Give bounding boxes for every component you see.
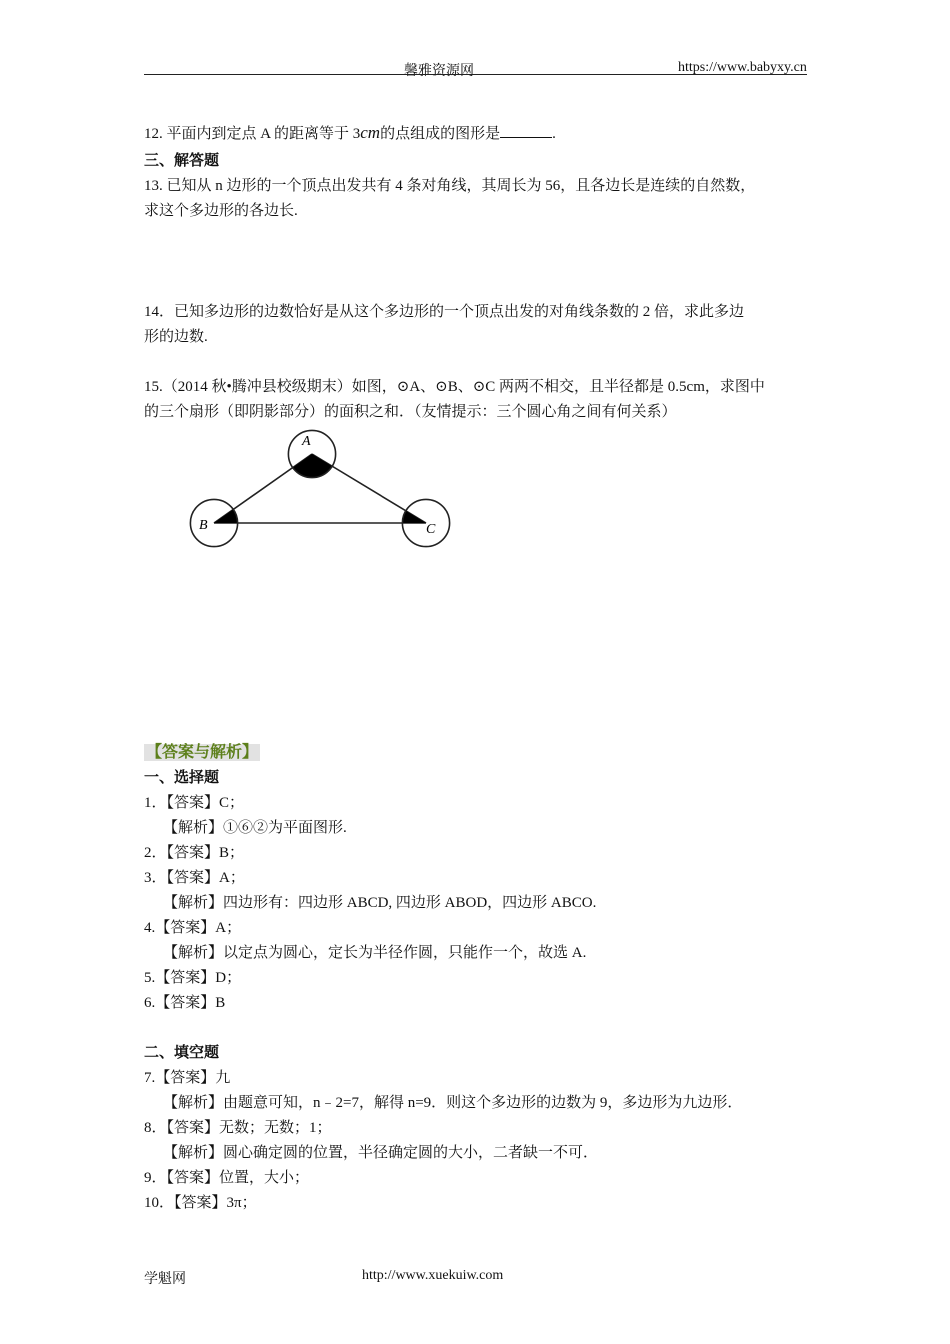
answer-8-explanation: 【解析】圆心确定圆的位置，半径确定圆的大小，二者缺一不可． — [163, 1145, 599, 1161]
answers-title-text: 【答案与解析】 — [146, 744, 259, 761]
header-divider — [144, 74, 807, 75]
answer-9: 9．【答案】位置，大小； — [144, 1170, 310, 1186]
question-14-line1: 14．已知多边形的边数恰好是从这个多边形的一个顶点出发的对角线条数的 2 倍，求此多边 — [144, 304, 745, 320]
answer-1: 1．【答案】C； — [144, 795, 245, 811]
sector-c — [402, 511, 426, 523]
header-url[interactable]: https://www.babyxy.cn — [678, 60, 807, 75]
answer-7-explanation: 【解析】由题意可知，n﹣2=7，解得 n=9．则这个多边形的边数为 9，多边形为九边形． — [163, 1095, 743, 1111]
label-a: A — [302, 434, 311, 449]
question-13-line2: 求这个多边形的各边长. — [144, 203, 298, 219]
question-15-line2: 的三个扇形（即阴影部分）的面积之和．（友情提示：三个圆心角之间有何关系） — [144, 404, 677, 420]
answer-6: 6.【答案】B — [144, 995, 226, 1011]
question-12-end: . — [552, 126, 556, 142]
answers-section-1: 一、选择题 — [144, 770, 220, 786]
footer-site-name: 学魁网 — [144, 1272, 186, 1287]
question-13-line1: 13. 已知从 n 边形的一个顶点出发共有 4 条对角线，其周长为 56，且各边长是连续的自然数， — [144, 178, 756, 194]
answer-4: 4.【答案】A； — [144, 920, 242, 936]
question-14-line2: 形的边数. — [144, 329, 208, 345]
question-12-suffix: 的点组成的图形是 — [380, 126, 501, 142]
answers-section-2: 二、填空题 — [144, 1045, 220, 1061]
answer-8: 8．【答案】无数；无数；1； — [144, 1120, 332, 1136]
answer-10: 10．【答案】3π； — [144, 1195, 257, 1211]
answers-title — [144, 743, 260, 763]
answer-3: 3．【答案】A； — [144, 870, 245, 886]
label-b: B — [199, 518, 208, 533]
question-12-text: 12. 平面内到定点 A 的距离等于 3 — [144, 126, 361, 142]
answer-1-explanation: 【解析】①⑥②为平面图形. — [163, 820, 347, 836]
question-15-line1: 15.（2014 秋•腾冲县校级期末）如图，⊙A、⊙B、⊙C 两两不相交，且半径都是 0.5cm，求图中 — [144, 379, 765, 395]
answer-7: 7.【答案】九 — [144, 1070, 231, 1086]
footer-url[interactable]: http://www.xuekuiw.com — [362, 1268, 504, 1283]
label-c: C — [426, 522, 436, 537]
question-12 — [144, 123, 556, 144]
answer-2: 2．【答案】B； — [144, 845, 245, 861]
answer-5: 5.【答案】D； — [144, 970, 242, 986]
question-12-unit: cm — [360, 123, 381, 142]
section-title-3: 三、解答题 — [144, 153, 220, 169]
header-site-name: 馨雅资源网 — [404, 64, 474, 79]
answer-4-explanation: 【解析】以定点为圆心，定长为半径作圆，只能作一个，故选 A. — [163, 945, 587, 961]
answer-3-explanation: 【解析】四边形有：四边形 ABCD, 四边形 ABOD，四边形 ABCO. — [163, 895, 597, 911]
answer-blank — [500, 123, 552, 138]
triangle-circles-figure — [180, 422, 465, 557]
